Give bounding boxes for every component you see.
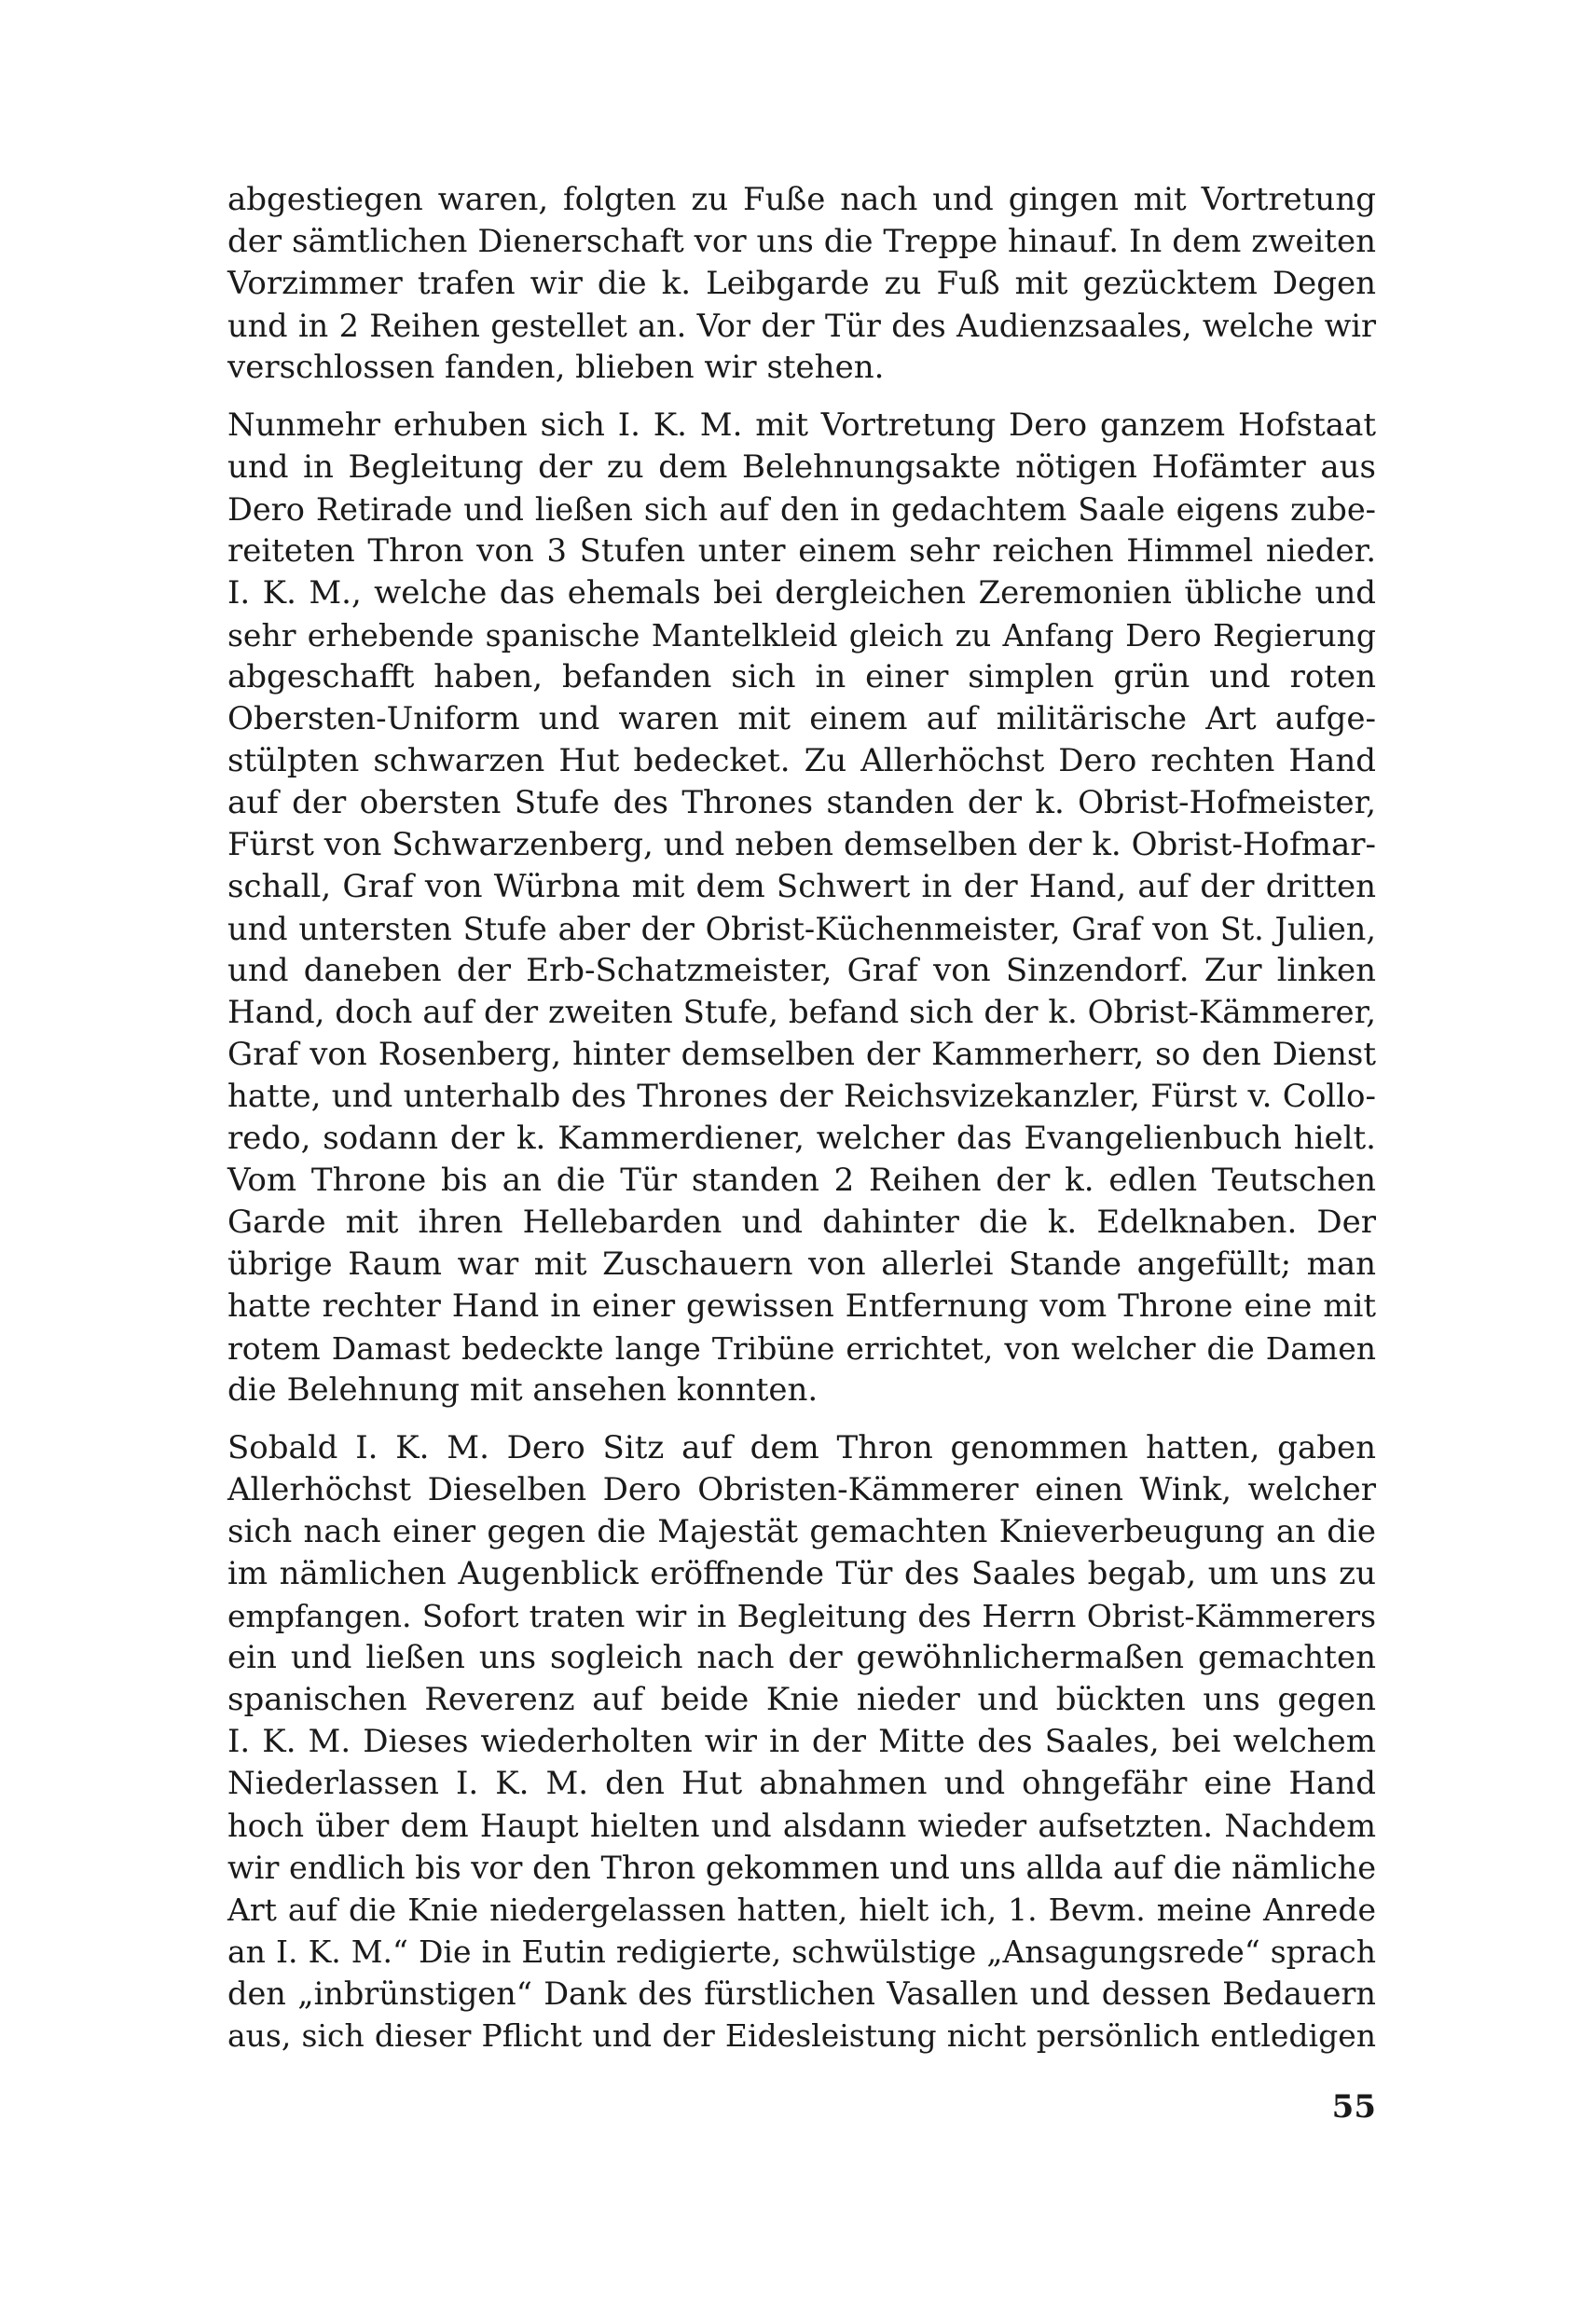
text-line: I. K. M., welche das ehemals bei dergleichen Zeremonien übliche und (227, 574, 1376, 612)
text-line: den „inbrünstigen“ Dank des fürstlichen Vasallen und dessen Bedauern (227, 1975, 1376, 2012)
text-line: stülpten schwarzen Hut bedecket. Zu Allerhöchst Dero rechten Hand (227, 742, 1376, 779)
text-line: rotem Damast bedeckte lange Tribüne errichtet, von welcher die Damen (227, 1330, 1376, 1367)
text-line: abgestiegen waren, folgten zu Fuße nach und gingen mit Vortretung (227, 181, 1376, 218)
paragraph (227, 405, 1376, 1411)
text-line: und daneben der Erb-Schatzmeister, Graf von Sinzendorf. Zur linken (227, 952, 1376, 989)
text-line: empfangen. Sofort traten wir in Begleitung des Herrn Obrist-Kämmerers (227, 1598, 1376, 1634)
text-line: Fürst von Schwarzenberg, und neben demselben der k. Obrist-Hofmar- (227, 826, 1376, 863)
paragraph (227, 179, 1376, 389)
text-line: Sobald I. K. M. Dero Sitz auf dem Thron genommen hatten, gaben (227, 1429, 1376, 1466)
text-line: an I. K. M.“ Die in Eutin redigierte, schwülstige „Ansagungsrede“ sprach (227, 1934, 1376, 1970)
text-line: sich nach einer gegen die Majestät gemachten Knieverbeugung an die (227, 1513, 1376, 1550)
text-line: hoch über dem Haupt hielten und alsdann wieder aufsetzten. Nachdem (227, 1808, 1376, 1844)
text-line: übrige Raum war mit Zuschauern von allerlei Stande angefüllt; man (227, 1245, 1376, 1283)
text-line: im nämlichen Augenblick eröffnende Tür des Saales begab, um uns zu (227, 1555, 1376, 1592)
text-line: sehr erhebende spanische Mantelkleid gleich zu Anfang Dero Regierung (227, 617, 1376, 654)
text-line: Dero Retirade und ließen sich auf den in gedachtem Saale eigens zube- (227, 491, 1376, 528)
text-line: und untersten Stufe aber der Obrist-Küchenmeister, Graf von St. Julien, (227, 911, 1376, 947)
text-line: Graf von Rosenberg, hinter demselben der Kammerherr, so den Dienst (227, 1036, 1376, 1073)
text-line: der sämtlichen Dienerschaft vor uns die Treppe hinauf. In dem zweiten (227, 223, 1376, 260)
text-line: spanischen Reverenz auf beide Knie nieder und bückten uns gegen (227, 1681, 1376, 1718)
text-line: auf der obersten Stufe des Thrones standen der k. Obrist-Hofmeister, (227, 784, 1376, 821)
page-number: 55 (1331, 2088, 1376, 2126)
text-line: reiteten Thron von 3 Stufen unter einem sehr reichen Himmel nieder. (227, 532, 1376, 570)
text-line: Garde mit ihren Hellebarden und dahinter die k. Edelknaben. Der (227, 1204, 1376, 1241)
text-line: und in 2 Reihen gestellet an. Vor der Tür des Audienzsaales, welche wir (227, 308, 1376, 344)
text-line: Vom Throne bis an die Tür standen 2 Reihen der k. edlen Teutschen (227, 1162, 1376, 1199)
text-line: Niederlassen I. K. M. den Hut abnahmen und ohngefähr eine Hand (227, 1765, 1376, 1802)
text-line: hatte, und unterhalb des Thrones der Reichsvizekanzler, Fürst v. Collo- (227, 1078, 1376, 1115)
text-line: redo, sodann der k. Kammerdiener, welcher das Evangelienbuch hielt. (227, 1120, 1376, 1157)
text-line: I. K. M. Dieses wiederholten wir in der Mitte des Saales, bei welchem (227, 1723, 1376, 1760)
text-line: und in Begleitung der zu dem Belehnungsakte nötigen Hofämter aus (227, 448, 1376, 486)
text-line: Allerhöchst Dieselben Dero Obristen-Kämmerer einen Wink, welcher (227, 1471, 1376, 1508)
body-text (227, 179, 1376, 2072)
text-line: hatte rechter Hand in einer gewissen Entfernung vom Throne eine mit (227, 1287, 1376, 1325)
text-line: ein und ließen uns sogleich nach der gewöhnlichermaßen gemachten (227, 1639, 1376, 1676)
text-line: Nunmehr erhuben sich I. K. M. mit Vortretung Dero ganzem Hofstaat (227, 406, 1376, 444)
paragraph (227, 1427, 1376, 2057)
text-line: Hand, doch auf der zweiten Stufe, befand sich der k. Obrist-Kämmerer, (227, 994, 1376, 1031)
text-line: abgeschafft haben, befanden sich in einer simplen grün und roten (227, 658, 1376, 695)
text-line: schall, Graf von Würbna mit dem Schwert in der Hand, auf der dritten (227, 868, 1376, 905)
text-line: die Belehnung mit ansehen konnten. (227, 1371, 819, 1409)
text-line: verschlossen fanden, blieben wir stehen. (227, 349, 885, 386)
text-line: aus, sich dieser Pflicht und der Eidesleistung nicht persönlich entledigen (227, 2017, 1376, 2054)
text-line: Art auf die Knie niedergelassen hatten, hielt ich, 1. Bevm. meine Anrede (227, 1892, 1376, 1928)
text-line: wir endlich bis vor den Thron gekommen und uns allda auf die nämliche (227, 1850, 1377, 1886)
text-line: Vorzimmer trafen wir die k. Leibgarde zu Fuß mit gezücktem Degen (227, 265, 1376, 302)
text-line: Obersten-Uniform und waren mit einem auf militärische Art aufge- (227, 700, 1376, 737)
